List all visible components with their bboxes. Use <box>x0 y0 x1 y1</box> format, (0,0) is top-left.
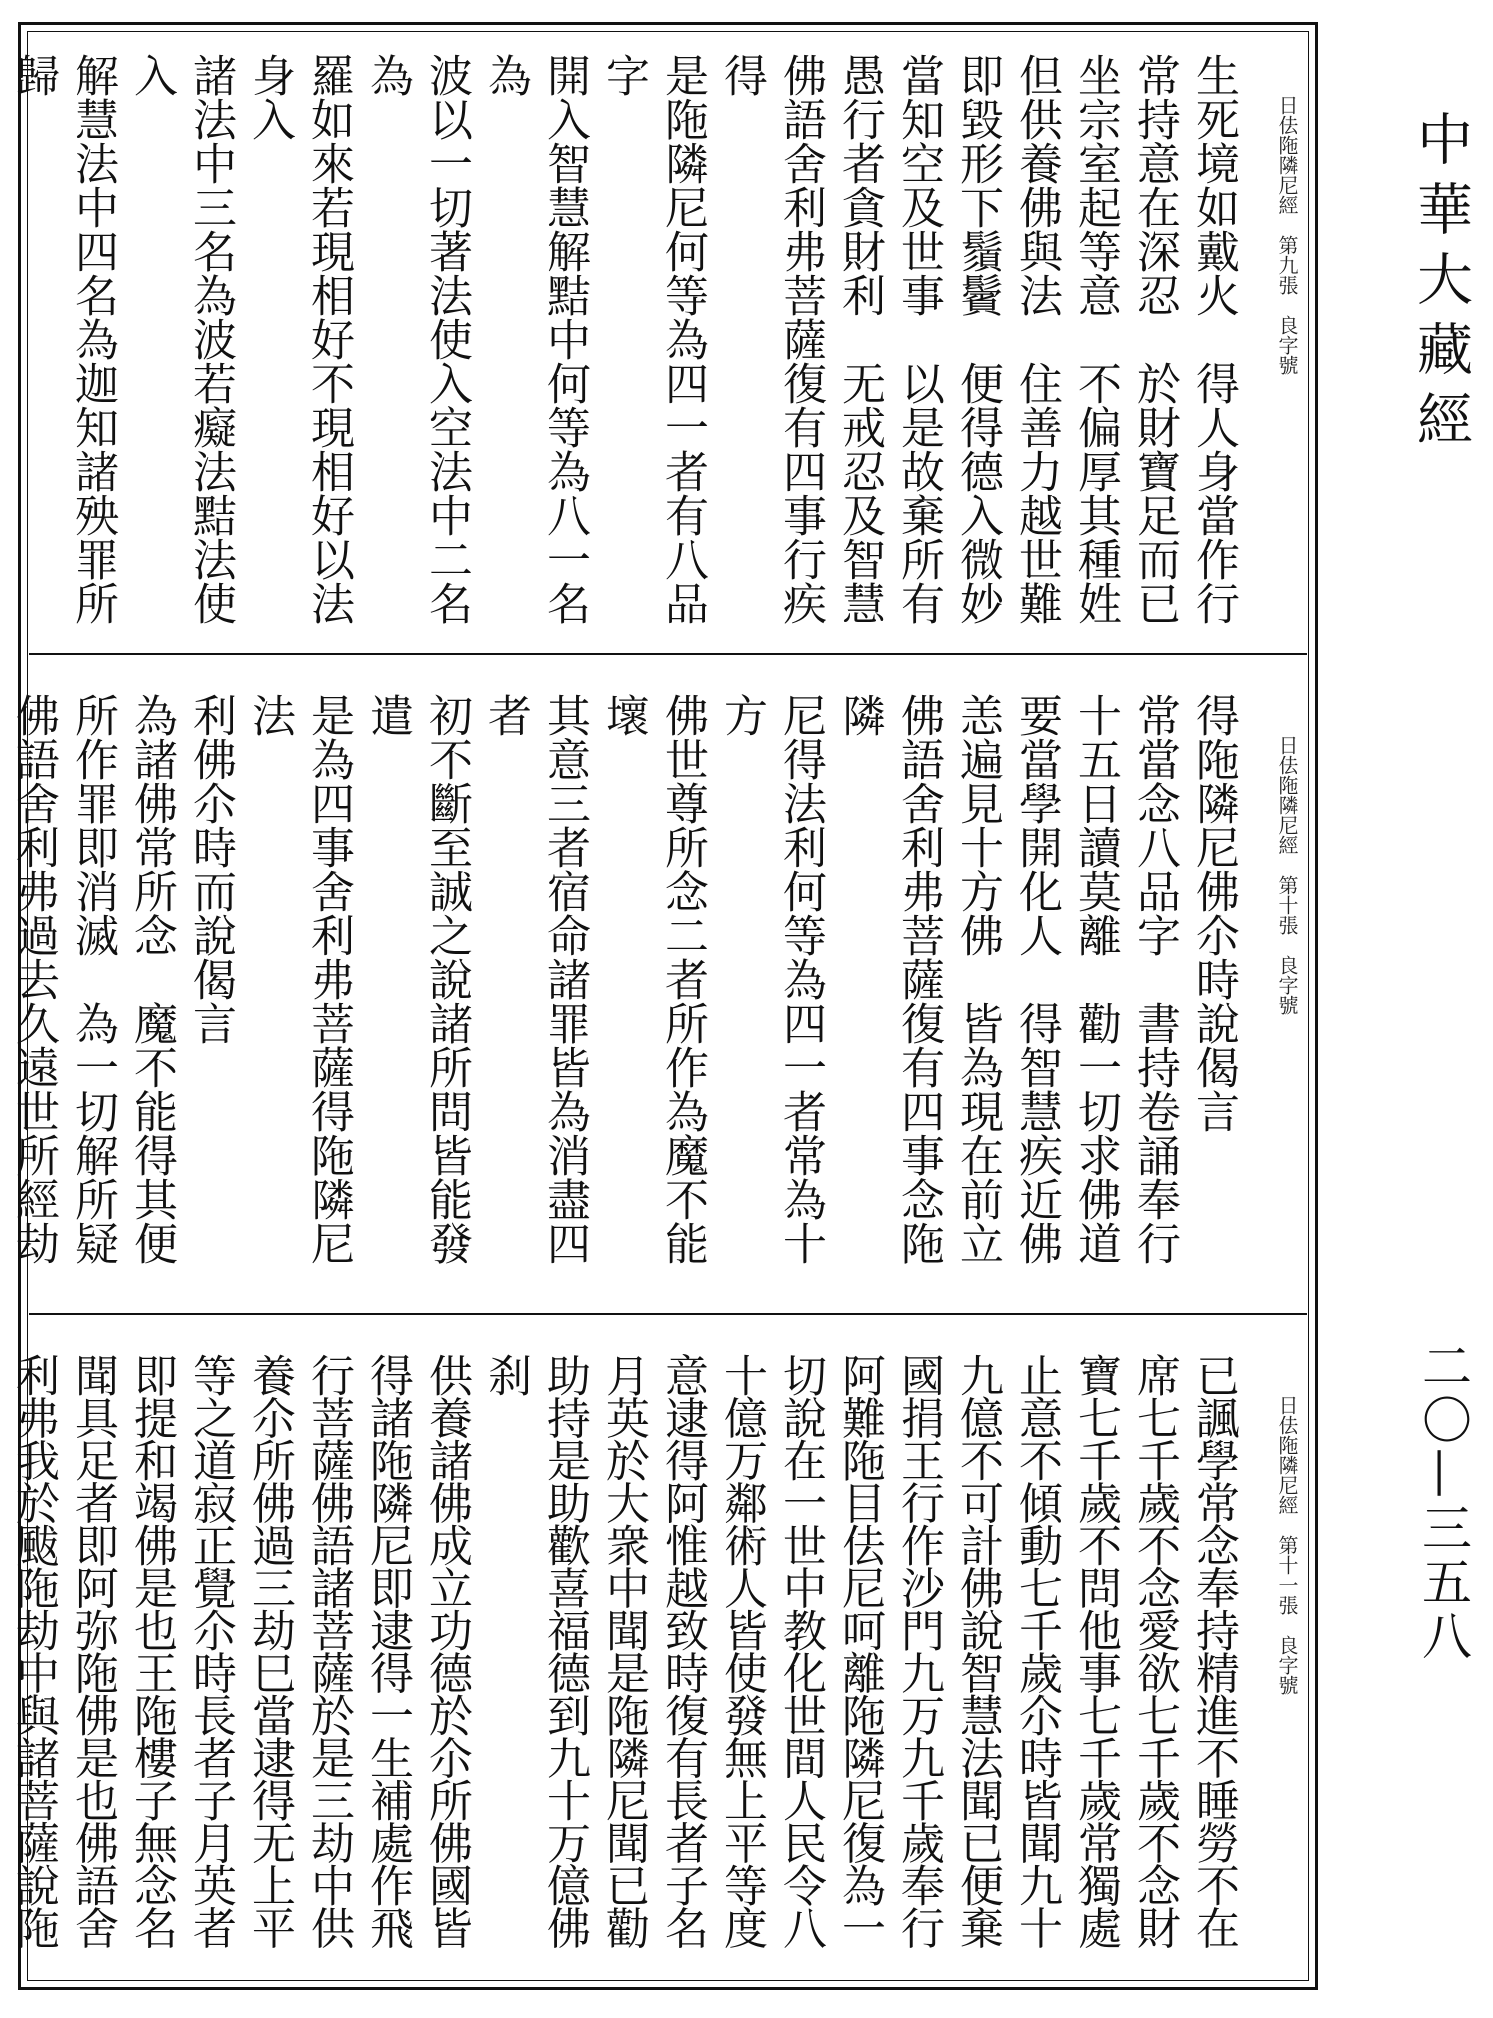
scripture-panel-2 <box>8 665 1303 1305</box>
margin-note-1: 日佉陁隣尼經 第九張 良字號 <box>1275 95 1299 375</box>
scripture-panel-3 <box>8 1325 1303 1975</box>
scripture-panel-1 <box>8 25 1303 645</box>
page-frame <box>8 22 1318 1990</box>
panel-divider-2 <box>29 1313 1307 1315</box>
scripture-text-3: 已諷學常念奉持精進不睡勞不在 席七千歲不念愛欲七千歲不念財 寶七千歲不問他事七千歲常獨處 止意不傾動七千歲尒時皆聞九十 九億不可計佛說智慧法聞已便棄 國捐王行作沙門九万九千歲奉行 阿難陁目佉尼呵離陁隣尼復為一 切說在一世中教化世間人民令八 十億万鄰術人皆使發無上平等度 意逮得阿惟越致時復有長者子名 月英於大衆中聞是陁隣尼聞已勸 助持是助歡喜福德到九十万億佛刹 供養諸佛成立功德於尒所佛國皆 得諸陁隣尼即逮得一生補處作飛 行菩薩佛語諸菩薩於是三劫中供 養尒所佛過三劫巳當逮得无上平 等之道寂正覺尒時長者子月英者 即提和竭佛是也王陁樓子無念名 聞具足者即阿弥陁佛是也佛語舍 利弗我於颰陁劫中與諸菩薩說陁 <box>8 1353 1239 1948</box>
margin-note-3: 日佉陁隣尼經 第十一張 良字號 <box>1275 1395 1299 1695</box>
scripture-text-1: 生死境如戴火 得人身當作行 常持意在深忍 於財寶足而已 坐宗室起等意 不偏厚其種姓 但供養佛與法 住善力越世難 即毀形下鬚鬢 便得德入微妙 當知空及世事 以是故棄所有 愚行者貪財利 无戒忍及智慧 佛語舍利弗菩薩復有四事行疾得 是陁隣尼何等為四一者有八品字 開入智慧解黠中何等為八一名為 波以一切著法使入空法中二名為 羅如來若現相好不現相好以法身入 諸法中三名為波若癡法黠法使入 解慧法中四名為迦知諸殃罪所歸 <box>8 53 1239 625</box>
scripture-text-2: 得陁隣尼佛尒時說偈言 常當念八品字 書持卷誦奉行 十五日讀莫離 勸一切求佛道 要當學開化人 得智慧疾近佛 恙遍見十方佛 皆為現在前立 佛語舍利弗菩薩復有四事念陁隣 尼得法利何等為四一者常為十方 佛世尊所念二者所作為魔不能壞 其意三者宿命諸罪皆為消盡四者 初不斷至誠之說諸所問皆能發遣 是為四事舍利弗菩薩得陁隣尼法 利佛尒時而說偈言 為諸佛常所念 魔不能得其便 所作罪即消滅 為一切解所疑 佛語舍利弗過去久遠世所經劫 <box>8 693 1239 1265</box>
panel-divider-1 <box>29 653 1307 655</box>
margin-note-2: 日佉陁隣尼經 第十張 良字號 <box>1275 735 1299 1015</box>
collection-title: 中華大藏經 <box>1408 110 1473 460</box>
page-number: 二〇—三五八 <box>1414 1340 1472 1664</box>
